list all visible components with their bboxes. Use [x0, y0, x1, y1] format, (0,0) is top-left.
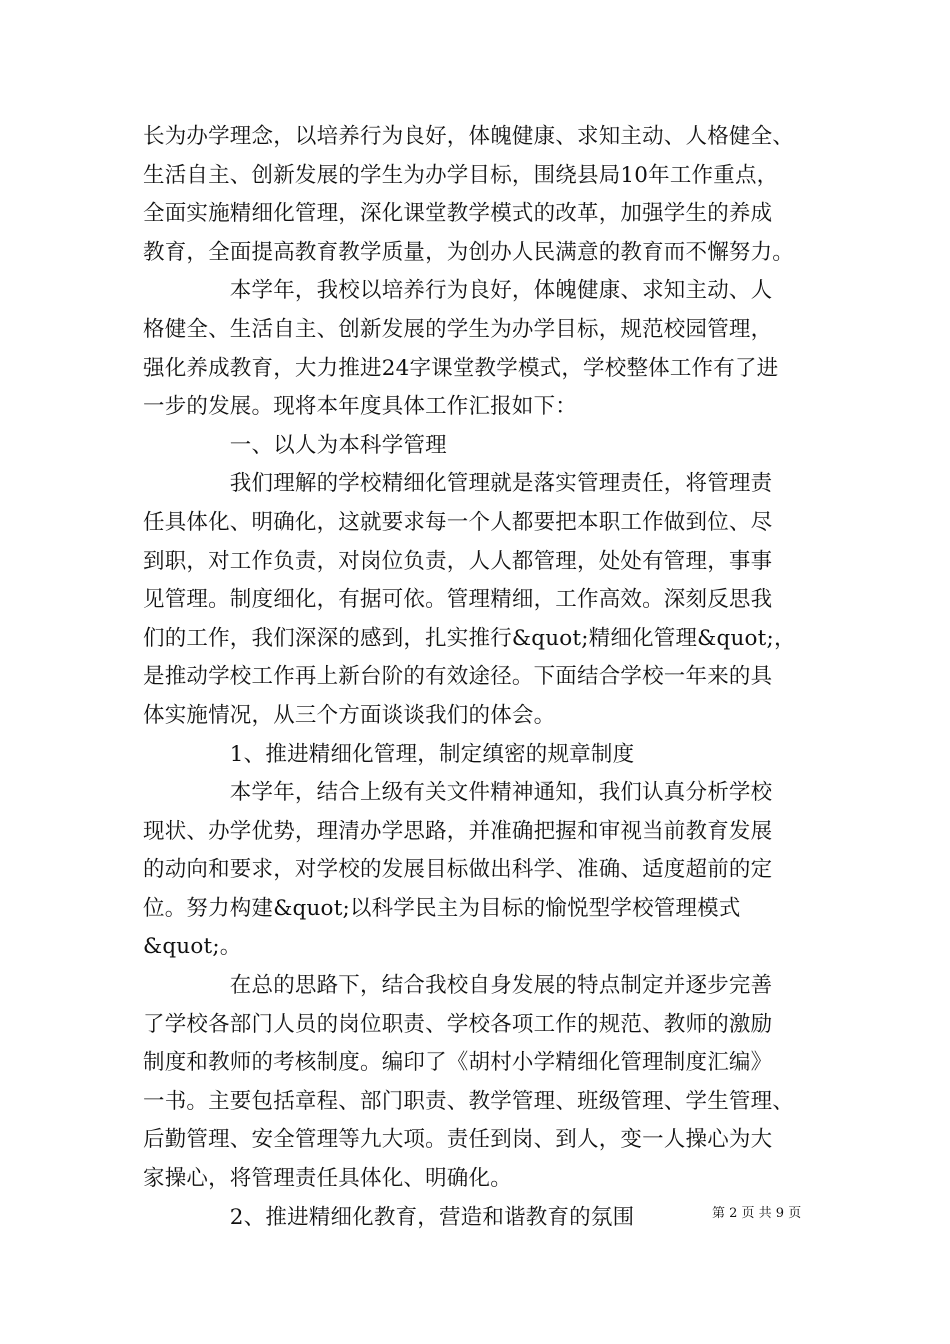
body-text — [143, 118, 843, 1237]
text-line: 制度和教师的考核制度。编印了《胡村小学精细化管理制度汇编》 — [143, 1050, 773, 1076]
text-line: 一步的发展。现将本年度具体工作汇报如下： — [143, 394, 578, 420]
text-line: 一书。主要包括章程、部门职责、教学管理、班级管理、学生管理、 — [143, 1088, 795, 1114]
text-line: &quot;。 — [143, 934, 242, 960]
paragraph-first-line: 我们理解的学校精细化管理就是落实管理责任，将管理责 — [143, 471, 773, 497]
text-line: 强化养成教育，大力推进24字课堂教学模式，学校整体工作有了进 — [143, 355, 779, 381]
text-line: 现状、办学优势，理清办学思路，并准确把握和审视当前教育发展 — [143, 818, 773, 844]
text-line: 格健全、生活自主、创新发展的学生为办学目标，规范校园管理， — [143, 316, 773, 342]
paragraph-first-line: 本学年，结合上级有关文件精神通知，我们认真分析学校 — [143, 780, 773, 806]
subsection-heading: 2、推进精细化教育，营造和谐教育的氛围 — [143, 1204, 635, 1230]
text-line: 们的工作，我们深深的感到，扎实推行&quot;精细化管理&quot;， — [143, 625, 796, 651]
section-heading: 一、以人为本科学管理 — [143, 432, 447, 458]
text-line: 任具体化、明确化，这就要求每一个人都要把本职工作做到位、尽 — [143, 509, 773, 535]
paragraph-first-line: 本学年，我校以培养行为良好，体魄健康、求知主动、人 — [143, 278, 773, 304]
text-line: 见管理。制度细化，有据可依。管理精细，工作高效。深刻反思我 — [143, 587, 773, 613]
text-line: 了学校各部门人员的岗位职责、学校各项工作的规范、教师的激励 — [143, 1011, 773, 1037]
page-number: 第 2 页 共 9 页 — [712, 1206, 802, 1221]
text-line: 体实施情况，从三个方面谈谈我们的体会。 — [143, 702, 556, 728]
paragraph-first-line: 在总的思路下，结合我校自身发展的特点制定并逐步完善 — [143, 973, 773, 999]
text-line: 生活自主、创新发展的学生为办学目标，围绕县局10年工作重点， — [143, 162, 779, 188]
text-line: 的动向和要求，对学校的发展目标做出科学、准确、适度超前的定 — [143, 857, 773, 883]
text-line: 全面实施精细化管理，深化课堂教学模式的改革，加强学生的养成 — [143, 201, 773, 227]
text-line: 家操心，将管理责任具体化、明确化。 — [143, 1166, 512, 1192]
text-line: 后勤管理、安全管理等九大项。责任到岗、到人，变一人操心为大 — [143, 1127, 773, 1153]
text-line: 是推动学校工作再上新台阶的有效途径。下面结合学校一年来的具 — [143, 664, 773, 690]
text-line: 位。努力构建&quot;以科学民主为目标的愉悦型学校管理模式 — [143, 895, 741, 921]
subsection-heading: 1、推进精细化管理，制定缜密的规章制度 — [143, 741, 635, 767]
text-line: 教育，全面提高教育教学质量，为创办人民满意的教育而不懈努力。 — [143, 239, 795, 265]
text-line: 到职，对工作负责，对岗位负责，人人都管理，处处有管理，事事 — [143, 548, 773, 574]
text-line: 长为办学理念，以培养行为良好，体魄健康、求知主动、人格健全、 — [143, 124, 795, 149]
